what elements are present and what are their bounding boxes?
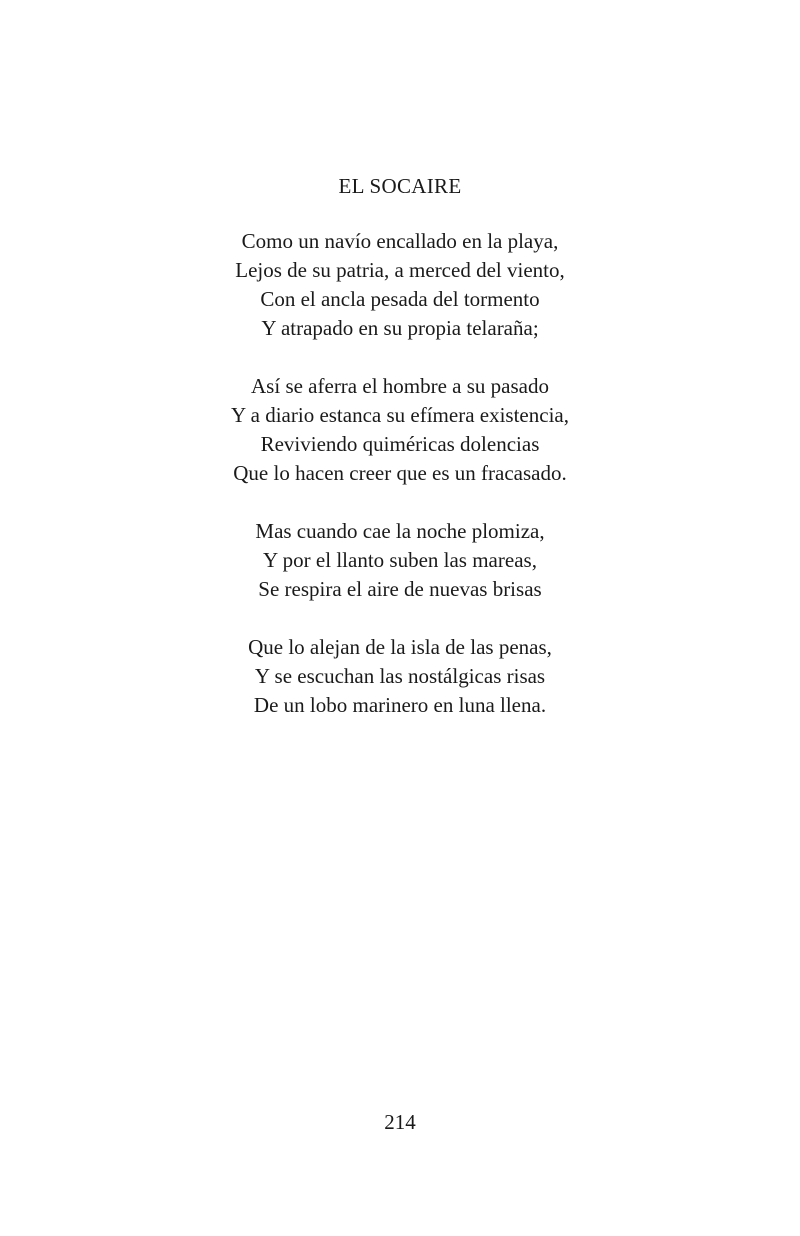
poem-line: Mas cuando cae la noche plomiza,: [255, 519, 545, 543]
poem-line: Reviviendo quiméricas dolencias: [260, 432, 540, 456]
poem-line: Y a diario estanca su efímera existencia,: [231, 403, 569, 427]
poem-line: Que lo alejan de la isla de las penas,: [248, 635, 552, 659]
poem-line: Con el ancla pesada del tormento: [260, 287, 540, 311]
poem-line: Lejos de su patria, a merced del viento,: [235, 258, 565, 282]
poem-line: De un lobo marinero en luna llena.: [253, 693, 547, 717]
stanza-3: [0, 517, 800, 604]
poem-body: [0, 227, 800, 749]
stanza-2: [0, 372, 800, 488]
poem-line: Como un navío encallado en la playa,: [241, 229, 559, 253]
stanza-1: [0, 227, 800, 343]
poem-line: Que lo hacen creer que es un fracasado.: [233, 461, 567, 485]
poem-title: EL SOCAIRE: [338, 174, 462, 198]
stanza-4: [0, 633, 800, 720]
poem-line: Y por el llanto suben las mareas,: [263, 548, 537, 572]
page-number: 214: [384, 1110, 416, 1134]
poem-line: Así se aferra el hombre a su pasado: [251, 374, 549, 398]
poem-line: Y se escuchan las nostálgicas risas: [254, 664, 546, 688]
poem-line: Y atrapado en su propia telaraña;: [261, 316, 539, 340]
poem-line: Se respira el aire de nuevas brisas: [258, 577, 542, 601]
